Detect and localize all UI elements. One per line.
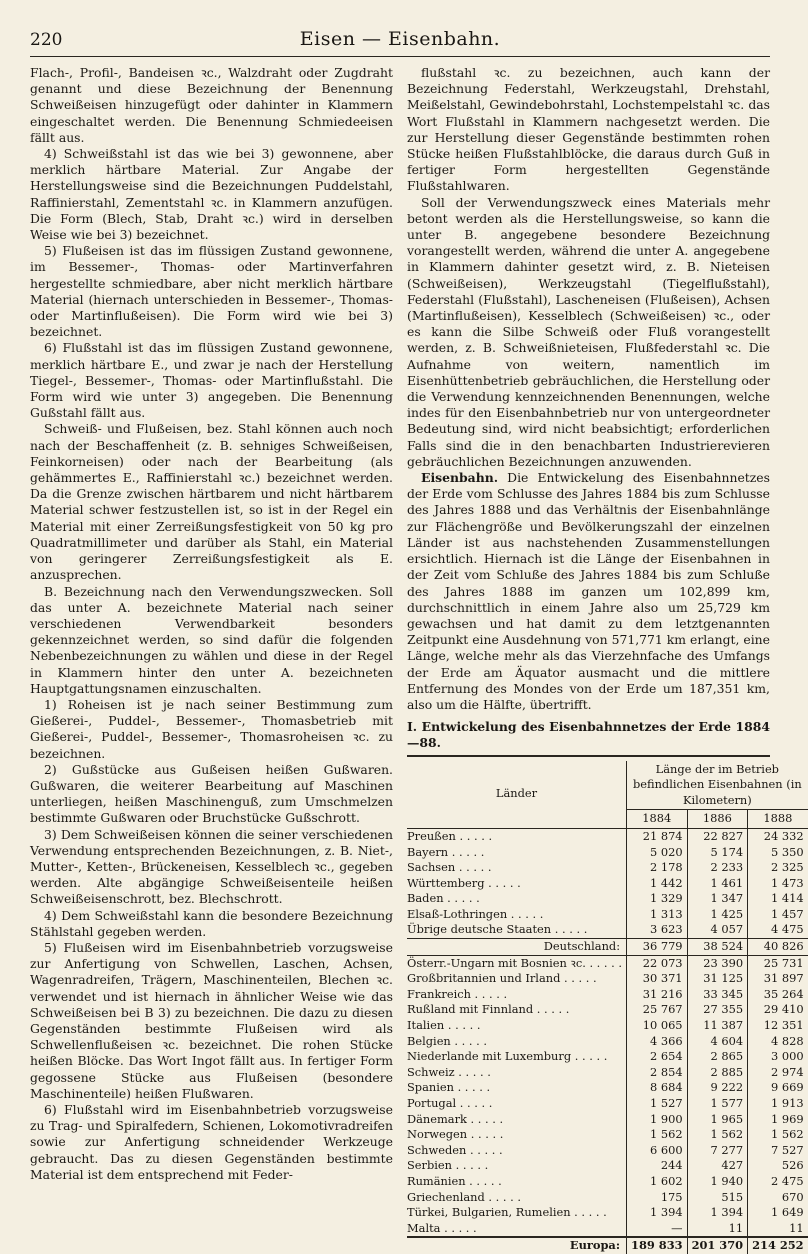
table-row (407, 987, 808, 1003)
country-cell: Bayern . . . . . (407, 844, 485, 859)
value-cell: 35 264 (748, 987, 808, 1003)
table-row (407, 1034, 808, 1050)
value-cell: 29 410 (748, 1002, 808, 1018)
value-cell: 2 325 (748, 860, 808, 876)
value-cell: 31 216 (627, 987, 688, 1003)
value-cell: 201 370 (687, 1237, 748, 1254)
table-title: I. Entwickelung des Eisenbahnnetzes der Erde 1884—88. (407, 719, 770, 756)
country-cell: Serbien . . . . . (407, 1158, 489, 1173)
right-column (407, 65, 804, 1254)
paragraph: 5) Flußeisen wird im Eisenbahnbetrieb vorzugsweise zur Anfertigung von Schwellen, Laschen, Achsen, Wagenradreifen, Trägern, Maschinenteilen, Blechen ꝛc. verwendet und ist hiernach in ähnlicher Weise wie das Schweißeisen bei B 3) zu bezeichnen. Die dazu zu diesen Gegenständen bestimmte Flußeisen wird als Schwellenflußeisen ꝛc. bezeichnet. Die rohen Stücke heißen Blöcke. Das Wort Ingot fällt aus. In fertiger Form gegossene Stücke aus Flußeisen (besondere Maschinenteile) heißen Flußwaren. (30, 939, 393, 1101)
value-cell: 1 457 (748, 907, 808, 923)
year-header: 1888 (748, 810, 808, 829)
value-cell: 189 833 (627, 1237, 688, 1254)
col-header-land: Länder (407, 761, 627, 829)
value-cell: 1 394 (687, 1205, 748, 1221)
value-cell: 12 351 (748, 1018, 808, 1034)
country-cell: Frankreich . . . . . (407, 986, 508, 1001)
value-cell: 5 350 (748, 845, 808, 861)
country-cell: Baden . . . . . (407, 891, 480, 906)
country-cell: Rumänien . . . . . (407, 1173, 502, 1188)
country-cell: Übrige deutsche Staaten . . . . . (407, 922, 588, 937)
value-cell: 1 394 (627, 1205, 688, 1221)
year-header: 1884 (627, 810, 688, 829)
value-cell: 4 828 (748, 1034, 808, 1050)
paragraph: 1) Roheisen ist je nach seiner Bestimmung zum Gießerei-, Puddel-, Bessemer-, Thomasbetrieb mit Gießerei-, Puddel-, Bessemer-, Thomasroheisen ꝛc. zu bezeichnen. (30, 696, 393, 761)
table-row (407, 971, 808, 987)
article-text: Die Entwickelung des Eisenbahnnetzes der Erde vom Schlusse des Jahres 1884 bis zum Schlusse des Jahres 1888 und das Verhältnis der Eisenbahnlänge zur Flächengröße und Bevölkerungszahl der einzelnen Länder ist aus nachstehenden Zusammenstellungen ersichtlich. Hiernach ist die Länge der Eisenbahnen in der Zeit vom Schluße des Jahres 1884 bis zum Schluße des Jahres 1888 im ganzen um 102,899 km, durchschnittlich in einem Jahre also um 25,729 km gewachsen und hat damit zu dem letztgenannten Zeitpunkt eine Ausdehnung von 571,771 km erlangt, eine Länge, welche mehr als das Vierzehnfache des Umfangs der Erde am Äquator ausmacht und die mittlere Entfernung des Mondes von der Erde um 187,351 km, also um die Hälfte, übertrifft. (407, 470, 770, 712)
table-row (407, 1096, 808, 1112)
value-cell: 1 442 (627, 876, 688, 892)
paragraph: 5) Flußeisen ist das im flüssigen Zustand gewonnene, im Bessemer-, Thomas- oder Martinverfahren hergestellte schmiedbare, aber nicht merklich härtbare Material (hiernach unterschieden in Bessemer-, Thomas- oder Martinflußeisen). Die Form wird wie bei 3) bezeichnet. (30, 243, 393, 340)
country-cell: Sachsen . . . . . (407, 860, 492, 875)
value-cell: 25 767 (627, 1002, 688, 1018)
running-title: Eisen — Eisenbahn. (299, 28, 501, 50)
country-cell: Belgien . . . . . (407, 1033, 487, 1048)
value-cell: 1 461 (687, 876, 748, 892)
table-row (407, 891, 808, 907)
country-cell: Europa: (407, 1237, 627, 1254)
value-cell: 1 965 (687, 1112, 748, 1128)
value-cell: 2 654 (627, 1049, 688, 1065)
value-cell: 24 332 (748, 828, 808, 844)
value-cell: 670 (748, 1190, 808, 1206)
table-row (407, 1002, 808, 1018)
value-cell: 3 623 (627, 922, 688, 938)
country-cell: Württemberg . . . . . (407, 875, 521, 890)
value-cell: 2 974 (748, 1065, 808, 1081)
value-cell: 1 527 (627, 1096, 688, 1112)
value-cell: 27 355 (687, 1002, 748, 1018)
country-cell: Malta . . . . . (407, 1220, 477, 1235)
value-cell: 7 277 (687, 1143, 748, 1159)
value-cell: 21 874 (627, 828, 688, 844)
value-cell: 2 178 (627, 860, 688, 876)
country-cell: Griechenland . . . . . (407, 1189, 521, 1204)
table-row (407, 955, 808, 971)
value-cell: 244 (627, 1158, 688, 1174)
value-cell: 214 252 (748, 1237, 808, 1254)
country-cell: Norwegen . . . . . (407, 1127, 504, 1142)
value-cell: 4 366 (627, 1034, 688, 1050)
value-cell: 1 329 (627, 891, 688, 907)
country-cell: Niederlande mit Luxemburg . . . . . (407, 1049, 608, 1064)
value-cell: 22 073 (627, 955, 688, 971)
value-cell: 1 347 (687, 891, 748, 907)
value-cell: 2 865 (687, 1049, 748, 1065)
value-cell: 8 684 (627, 1080, 688, 1096)
country-cell: Schweiz . . . . . (407, 1064, 491, 1079)
value-cell: 427 (687, 1158, 748, 1174)
running-header (30, 28, 770, 57)
value-cell: 31 897 (748, 971, 808, 987)
left-column (30, 65, 393, 1254)
country-cell: Großbritannien und Irland . . . . . (407, 971, 597, 986)
value-cell: 1 913 (748, 1096, 808, 1112)
value-cell: 11 (748, 1221, 808, 1238)
paragraph: flußstahl ꝛc. zu bezeichnen, auch kann der Bezeichnung Federstahl, Werkzeugstahl, Drehstahl, Meißelstahl, Gewindebohrstahl, Lochstempelstahl ꝛc. das Wort Flußstahl in Klammern nachgesetzt werden. Die zur Herstellung dieser Gegenstände bestimmten rohen Stücke heißen Flußstahlblöcke, die daraus durch Guß in fertiger Form hergestellten Gegenstände Flußstahlwaren. (407, 65, 770, 194)
page-number: 220 (30, 30, 63, 50)
paragraph: Schweiß- und Flußeisen, bez. Stahl können auch noch nach der Beschaffenheit (z. B. sehniges Schweißeisen, Feinkorneisen) oder nach der Bearbeitung (als gehämmertes E., Raffinierstahl ꝛc.) bezeichnet werden. Da die Grenze zwischen härtbarem und nicht härtbarem Material schwer festzustellen ist, so ist in der Regel ein Material mit einer Zerreißungsfestigkeit von 50 kg pro Quadratmillimeter und darüber als Stahl, ein Material von geringerer Zerreißungsfestigkeit als E. anzusprechen. (30, 421, 393, 583)
table-row (407, 845, 808, 861)
value-cell: 25 731 (748, 955, 808, 971)
country-cell: Spanien . . . . . (407, 1080, 491, 1095)
value-cell: 2 233 (687, 860, 748, 876)
value-cell: 6 600 (627, 1143, 688, 1159)
value-cell: 2 475 (748, 1174, 808, 1190)
value-cell: 1 577 (687, 1096, 748, 1112)
value-cell: 22 827 (687, 828, 748, 844)
table-row (407, 1049, 808, 1065)
value-cell: 36 779 (627, 939, 688, 956)
value-cell: 10 065 (627, 1018, 688, 1034)
year-header: 1886 (687, 810, 748, 829)
paragraph: 4) Dem Schweißstahl kann die besondere Bezeichnung Stählstahl gegeben werden. (30, 907, 393, 939)
value-cell: 2 854 (627, 1065, 688, 1081)
value-cell: 515 (687, 1190, 748, 1206)
table-row (407, 1174, 808, 1190)
paragraph: 6) Flußstahl ist das im flüssigen Zustand gewonnene, merklich härtbare E., und zwar je nach der Herstellung Tiegel-, Bessemer-, Thomas- oder Martinflußstahl. Die Form wird wie unter 3) angegeben. Die Benennung Gußstahl fällt aus. (30, 340, 393, 421)
value-cell: 526 (748, 1158, 808, 1174)
table-row (407, 1205, 808, 1221)
value-cell: 1 473 (748, 876, 808, 892)
table-row (407, 876, 808, 892)
value-cell: 5 020 (627, 845, 688, 861)
table-row (407, 1065, 808, 1081)
right-column-paragraphs (407, 65, 770, 470)
country-cell: Schweden . . . . . (407, 1142, 503, 1157)
table-row (407, 860, 808, 876)
value-cell: 9 669 (748, 1080, 808, 1096)
value-cell: 3 000 (748, 1049, 808, 1065)
article-eisenbahn (407, 470, 770, 713)
value-cell: 11 (687, 1221, 748, 1238)
table-row (407, 1158, 808, 1174)
country-cell: Elsaß-Lothringen . . . . . (407, 906, 544, 921)
paragraph: 3) Dem Schweißeisen können die seiner verschiedenen Verwendung entsprechenden Bezeichnungen, z. B. Niet-, Mutter-, Ketten-, Brückeneisen, Kesselblech ꝛc., gegeben werden. Alte abgängige Schweißeisenteile heißen Schweißeisenschrott, bez. Blechschrott. (30, 826, 393, 907)
article-headword: Eisenbahn. (421, 470, 499, 486)
value-cell: 1 969 (748, 1112, 808, 1128)
country-cell: Türkei, Bulgarien, Rumelien . . . . . (407, 1205, 607, 1220)
value-cell: 1 900 (627, 1112, 688, 1128)
value-cell: 11 387 (687, 1018, 748, 1034)
country-cell: Preußen . . . . . (407, 828, 493, 843)
value-cell: 5 174 (687, 845, 748, 861)
table-row (407, 1080, 808, 1096)
paragraph: 6) Flußstahl wird im Eisenbahnbetrieb vorzugsweise zu Trag- und Spiralfedern, Schienen, Lokomotivradreifen sowie zur Anfertigung schneidender Werkzeuge gebraucht. Das zu diesen Gegenständen bestimmte Material ist dem entsprechend mit Feder- (30, 1102, 393, 1182)
table-row (407, 1190, 808, 1206)
table-row (407, 1221, 808, 1238)
value-cell: 4 475 (748, 922, 808, 938)
value-cell: 1 940 (687, 1174, 748, 1190)
value-cell: 175 (627, 1190, 688, 1206)
railway-table (407, 761, 808, 1254)
country-cell: Rußland mit Finnland . . . . . (407, 1002, 570, 1017)
value-cell: 33 345 (687, 987, 748, 1003)
value-cell: 1 649 (748, 1205, 808, 1221)
country-cell: Portugal . . . . . (407, 1096, 493, 1110)
table-row (407, 1143, 808, 1159)
table-row (407, 1127, 808, 1143)
value-cell: 38 524 (687, 939, 748, 956)
table-row (407, 907, 808, 923)
value-cell: 1 414 (748, 891, 808, 907)
paragraph: 2) Gußstücke aus Gußeisen heißen Gußwaren. Gußwaren, die weiterer Bearbeitung auf Maschinen unterliegen, heißen Maschinenguß, zum Umschmelzen bestimmte Gußwaren oder Bruchstücke Gußschrott. (30, 761, 393, 826)
country-cell: Italien . . . . . (407, 1018, 481, 1033)
value-cell: 1 313 (627, 907, 688, 923)
sum-row (407, 939, 808, 956)
value-cell: 9 222 (687, 1080, 748, 1096)
value-cell: 2 885 (687, 1065, 748, 1081)
value-cell: 1 562 (687, 1127, 748, 1143)
europa-row (407, 1237, 808, 1254)
value-cell: 1 425 (687, 907, 748, 923)
value-cell: 7 527 (748, 1143, 808, 1159)
value-cell: 30 371 (627, 971, 688, 987)
value-cell: 1 602 (627, 1174, 688, 1190)
table-body (407, 828, 808, 1254)
value-cell: 4 057 (687, 922, 748, 938)
text-columns (30, 65, 804, 1254)
value-cell: — (627, 1221, 688, 1238)
value-cell: 31 125 (687, 971, 748, 987)
paragraph: B. Bezeichnung nach den Verwendungszwecken. Soll das unter A. bezeichnete Material nach seiner verschiedenen Verwendbarkeit besonders gekennzeichnet werden, so sind dafür die folgenden Nebenbezeichnungen zu wählen und diese in der Regel in Klammern hinter den unter A. bezeichneten Hauptgattungsnamen einzuschalten. (30, 583, 393, 696)
table-row (407, 828, 808, 844)
value-cell: 23 390 (687, 955, 748, 971)
paragraph: 4) Schweißstahl ist das wie bei 3) gewonnene, aber merklich härtbare Material. Zur Angabe der Herstellungsweise sind die Bezeichnungen Puddelstahl, Raffinierstahl, Zementstahl ꝛc. in Klammern anzufügen. Die Form (Blech, Stab, Draht ꝛc.) wird in derselben Weise wie bei 3) bezeichnet. (30, 146, 393, 243)
col-header-group: Länge der im Betrieb befindlichen Eisenbahnen (in Kilometern) (627, 761, 808, 810)
paragraph: Flach-, Profil-, Bandeisen ꝛc., Walzdraht oder Zugdraht genannt und diese Bezeichnung der Benennung Schweißeisen hinzugefügt oder dahinter in Klammern eingeschaltet werden. Die Benennung Schmiedeeisen fällt aus. (30, 65, 393, 145)
paragraph: Soll der Verwendungszweck eines Materials mehr betont werden als die Herstellungsweise, so kann die unter B. angegebene besondere Bezeichnung vorangestellt werden, während die unter A. angegebene in Klammern dahinter gesetzt wird, z. B. Nieteisen (Schweißeisen), Werkzeugstahl (Tiegelflußstahl), Federstahl (Flußstahl), Lascheneisen (Flußeisen), Achsen (Martinflußeisen), Kesselblech (Schweißeisen) ꝛc., oder es kann die Silbe Schweiß oder Fluß vorangestellt werden, z. B. Schweißnieteisen, Flußfederstahl ꝛc. Die Aufnahme von weitern, namentlich im Eisenhüttenbetrieb gebräuchlichen, die Herstellung oder die Verwendung kennzeichnenden Benennungen, welche indes für den Eisenbahnbetrieb nur von untergeordneter Bedeutung sind, wird nicht beabsichtigt; erforderlichen Falls sind die in den benachbarten Industrierevieren gebräuchlichen Bezeichnungen anzuwenden. (407, 194, 770, 469)
value-cell: 1 562 (627, 1127, 688, 1143)
country-cell: Österr.-Ungarn mit Bosnien ꝛc. . . . . . (407, 955, 623, 970)
value-cell: 1 562 (748, 1127, 808, 1143)
table-row (407, 922, 808, 938)
country-cell: Dänemark . . . . . (407, 1111, 504, 1126)
table-row (407, 1112, 808, 1128)
value-cell: 40 826 (748, 939, 808, 956)
table-row (407, 1018, 808, 1034)
country-cell: Deutschland: (407, 939, 627, 956)
value-cell: 4 604 (687, 1034, 748, 1050)
